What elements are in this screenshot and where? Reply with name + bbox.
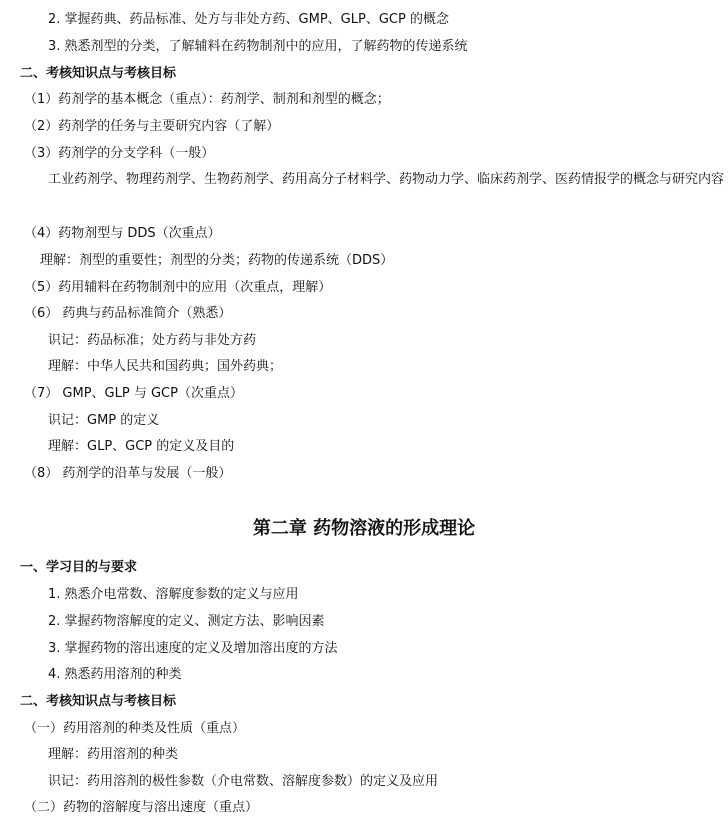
goal-item: 3. 掌握药物的溶出速度的定义及增加溶出度的方法 [48,641,338,656]
goal-item: 1. 熟悉介电常数、溶解度参数的定义与应用 [48,587,299,602]
chapter-title: 第二章 药物溶液的形成理论 [252,518,476,539]
knowledge-point: （8） 药剂学的沿革与发展（一般） [24,466,232,481]
section-heading: 二、考核知识点与考核目标 [20,66,177,81]
knowledge-point: （二）药物的溶解度与溶出速度（重点） [24,800,259,815]
knowledge-detail: 识记：药用溶剂的极性参数（介电常数、溶解度参数）的定义及应用 [48,774,439,789]
knowledge-point: （3）药剂学的分支学科（一般） [24,146,215,161]
goal-item: 2. 掌握药物溶解度的定义、测定方法、影响因素 [48,614,325,629]
knowledge-point: （5）药用辅料在药物制剂中的应用（次重点，理解） [24,280,332,295]
knowledge-point: （一）药用溶剂的种类及性质（重点） [24,721,246,736]
knowledge-point: （1）药剂学的基本概念（重点）：药剂学、制剂和剂型的概念； [24,92,390,107]
section-heading: 一、学习目的与要求 [20,560,138,575]
knowledge-detail: 理解：剂型的重要性；剂型的分类；药物的传递系统（DDS） [40,253,394,268]
knowledge-point: （2）药剂学的任务与主要研究内容（了解） [24,119,280,134]
knowledge-detail: 识记：药品标准；处方药与非处方药 [48,333,257,348]
goal-item: 2. 掌握药典、药品标准、处方与非处方药、GMP、GLP、GCP 的概念 [48,12,449,27]
knowledge-point: （6） 药典与药品标准简介（熟悉） [24,306,232,321]
knowledge-detail: 理解：药用溶剂的种类 [48,747,179,762]
knowledge-detail-paragraph: 工业药剂学、物理药剂学、生物药剂学、药用高分子材料学、药物动力学、临床药剂学、医药情报学的概念与研究内容 [48,172,725,187]
goal-item: 4. 熟悉药用溶剂的种类 [48,667,182,682]
knowledge-point: （7） GMP、GLP 与 GCP（次重点） [24,386,243,401]
knowledge-detail: 理解：中华人民共和国药典；国外药典； [48,359,283,374]
goal-item: 3. 熟悉剂型的分类，了解辅料在药物制剂中的应用，了解药物的传递系统 [48,39,468,54]
knowledge-point: （4）药物剂型与 DDS（次重点） [24,226,221,241]
section-heading: 二、考核知识点与考核目标 [20,694,177,709]
knowledge-detail: 理解：GLP、GCP 的定义及目的 [48,439,235,454]
knowledge-detail: 识记：GMP 的定义 [48,413,160,428]
